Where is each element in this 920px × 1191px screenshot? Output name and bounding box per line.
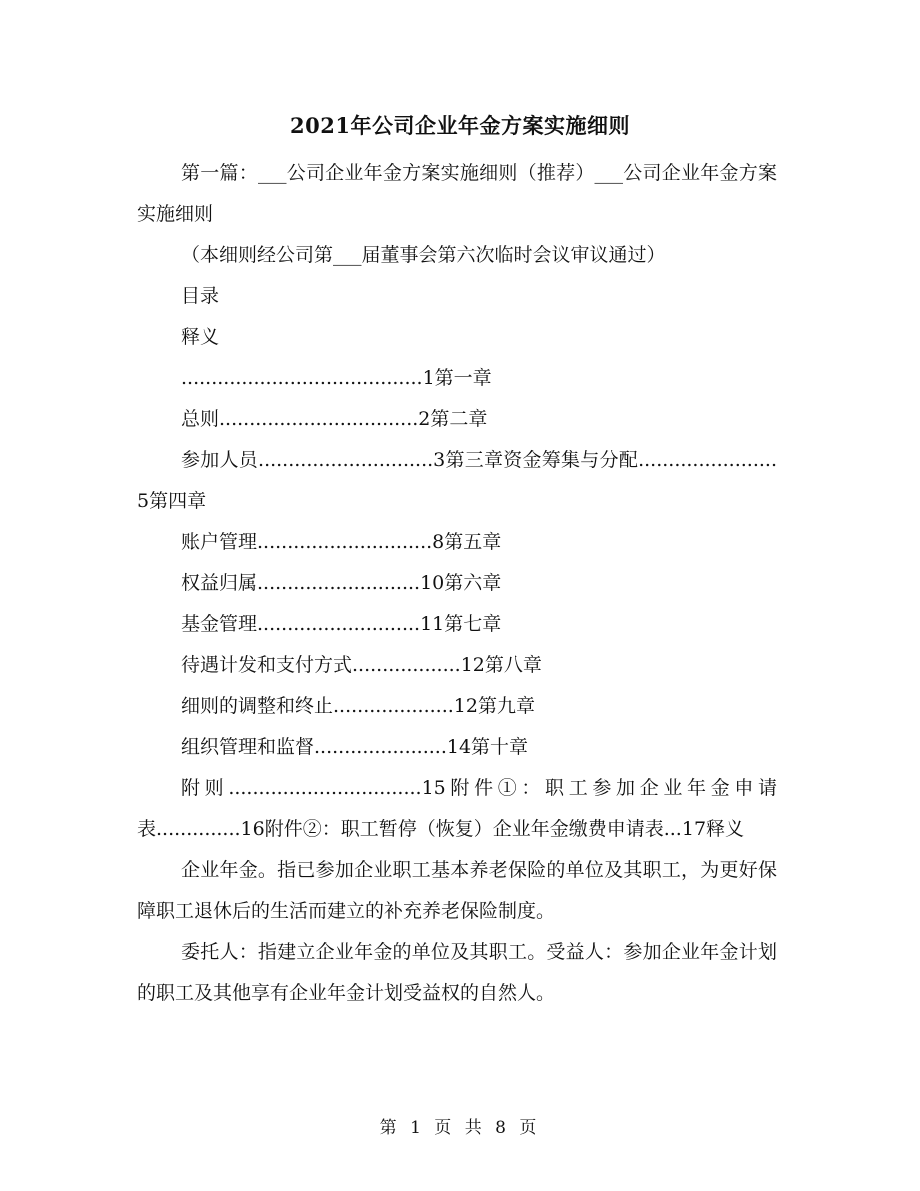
toc-item: 权益归属...........................10第六章: [181, 572, 502, 594]
toc-item: 附则................................15附件①：职工参加企业年金申请表..............16附件②：职工暂停（恢复）企业年金缴费申请表...17释义: [137, 777, 777, 840]
toc-item: 账户管理.............................8第五章: [181, 531, 502, 553]
toc-heading: 目录: [181, 285, 220, 307]
paragraph-intro: 第一篇：___公司企业年金方案实施细则（推荐）___公司企业年金方案实施细则: [137, 162, 777, 225]
toc-item: 基金管理...........................11第七章: [181, 613, 502, 635]
toc-item: 待遇计发和支付方式..................12第八章: [181, 654, 542, 676]
paragraph-definition: 委托人：指建立企业年金的单位及其职工。受益人：参加企业年金计划的职工及其他享有企业年金计划受益权的自然人。: [137, 941, 777, 1004]
document-body: [137, 153, 777, 1014]
toc-item: ........................................1第一章: [181, 367, 492, 389]
paragraph-definition: 企业年金。指已参加企业职工基本养老保险的单位及其职工，为更好保障职工退休后的生活而建立的补充养老保险制度。: [137, 859, 777, 922]
document-title: 2021年公司企业年金方案实施细则: [290, 113, 630, 138]
toc-item: 参加人员.............................3第三章资金筹集与分配.......................5第四章: [137, 449, 777, 512]
toc-item: 总则.................................2第二章: [181, 408, 488, 430]
paragraph-approval-note: （本细则经公司第___届董事会第六次临时会议审议通过）: [181, 244, 666, 266]
page-footer: 第 1 页 共 8 页: [379, 1118, 541, 1138]
toc-item: 组织管理和监督......................14第十章: [181, 736, 529, 758]
toc-item: 释义: [181, 326, 220, 348]
toc-item: 细则的调整和终止....................12第九章: [181, 695, 535, 717]
